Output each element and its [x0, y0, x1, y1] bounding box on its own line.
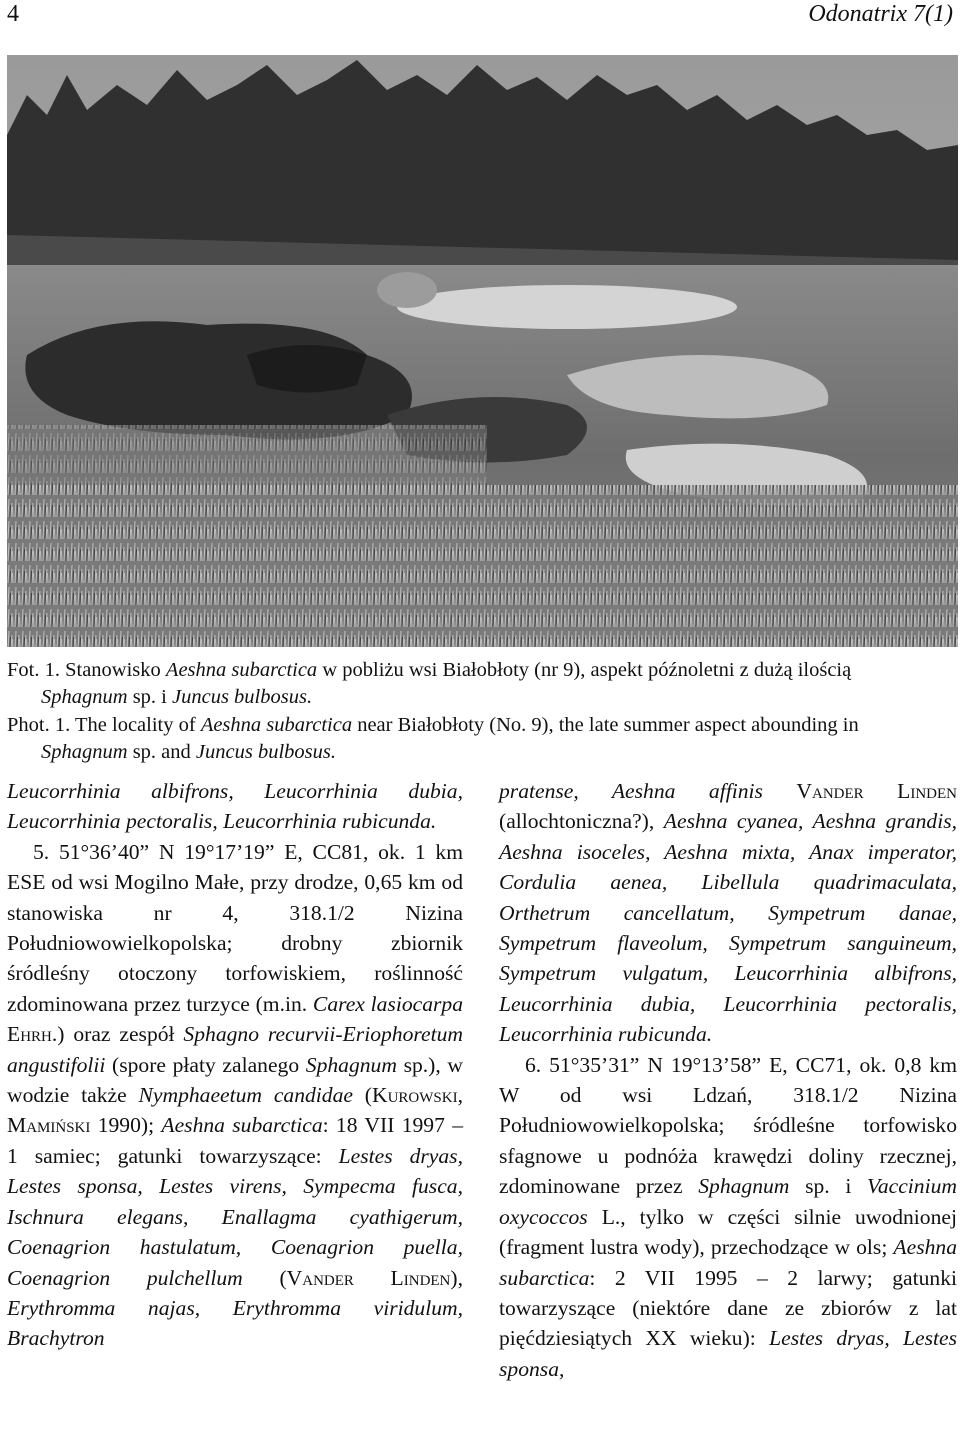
species-name: Vaccinium oxycoccos [499, 1174, 957, 1229]
journal-title: Odonatrix 7(1) [808, 1, 953, 27]
species-names: Lestes dryas, Lestes sponsa, Lestes virens, Sympecma fusca, Ischnura elegans, Enallagma cyathigerum, Coenagrion hastulatum, Coenagrion puella, Coenagrion pulchellum [7, 1143, 463, 1290]
author-names: Kurowski, Mamiński [7, 1083, 463, 1138]
locality-text: sp.), w wodzie także [7, 1052, 463, 1108]
caption-second-line [7, 739, 960, 766]
caption-text: sp. i [132, 686, 167, 708]
habitat-photo-image [7, 55, 958, 647]
species-name: Carex lasiocarpa [312, 991, 463, 1016]
genus-name: Sphagnum [305, 1052, 397, 1077]
right-column [499, 776, 957, 1384]
photo-caption-english [7, 712, 960, 766]
species-name: Aeshna subarctica [499, 1235, 957, 1290]
page-number: 4 [7, 1, 19, 27]
caption-species: Aeshna subarctica [165, 659, 318, 681]
species-names: Leucorrhinia albifrons, Leucorrhinia dubia, Leucorrhinia pectoralis, Leucorrhinia rubicunda. [7, 779, 463, 834]
locality-text: (spore płaty zalanego [112, 1052, 300, 1077]
record-text: : 2 VII 1995 – 2 larwy; gatunki towarzyszące (niektóre dane ze zbiorów z lat pięćdziesiątych XX wieku): [499, 1265, 957, 1351]
species-list-continued [499, 776, 957, 1050]
caption-genus: Sphagnum [41, 741, 128, 763]
species-names: Lestes dryas, Lestes sponsa, [499, 1326, 957, 1381]
association-name: Nymphaeetum candidae [138, 1083, 353, 1108]
caption-species: Juncus bulbosus [172, 686, 307, 708]
locality-6-paragraph [499, 1050, 957, 1384]
photo-caption-polish [7, 657, 960, 711]
habitat-photo [7, 55, 958, 647]
caption-text: The locality of [75, 714, 196, 736]
species-name: Aeshna subarctica [161, 1113, 323, 1138]
left-column [7, 776, 463, 1354]
species-names: pratense, Aeshna affinis [499, 779, 763, 803]
species-names: Erythromma najas, Erythromma viridulum, Brachytron [7, 1295, 463, 1351]
locality-text: ( [364, 1083, 372, 1108]
caption-text: near Białobłoty (No. 9), the late summer aspect abounding in [357, 714, 859, 736]
page-header [7, 0, 953, 36]
genus-name: Sphagnum [698, 1174, 790, 1199]
caption-text: w pobliżu wsi Białobłoty (nr 9), aspekt późnoletni z dużą ilością [322, 659, 852, 681]
locality-text: .) oraz zespół [51, 1022, 175, 1047]
record-text: : 18 VII 1997 – 1 samiec; gatunki towarzyszące: [7, 1113, 463, 1168]
status-note: (allochtoniczna?), [499, 809, 655, 834]
locality-text: ), [450, 1265, 463, 1290]
caption-genus: Sphagnum [41, 686, 128, 708]
locality-text: sp. i [805, 1174, 852, 1199]
author-name: Ehrh [7, 1022, 52, 1047]
species-list-continued [7, 776, 463, 837]
citation-year: 1990); [97, 1113, 155, 1138]
caption-period: . [330, 741, 336, 763]
association-name: Sphagno recurvii-Eriophoretum angustifolii [7, 1022, 463, 1077]
caption-text: Stanowisko [65, 659, 161, 681]
caption-period: . [306, 686, 313, 708]
species-names: Aeshna cyanea, Aeshna grandis, Aeshna isoceles, Aeshna mixta, Anax imperator, Cordulia aenea, Libellula quadrimaculata, Orthetrum cancellatum, Sympetrum danae, Sympetrum flaveolum, Sympetrum sanguineum, Sympetrum vulgatum, Leucorrhinia albifrons, Leucorrhinia dubia, Leucorrhinia pectoralis, Leucorrhinia rubicunda. [499, 809, 957, 1047]
locality-text: 5. 51°36’40” N 19°17’19” E, CC81, ok. 1 km ESE od wsi Mogilno Małe, przy drodze, 0,65 km od stanowiska nr 4, 318.1/2 Nizina Południowowielkopolska; drobny zbiornik śródleśny otoczony torfowiskiem, roślinność zdominowana przez turzyce (m.in. [7, 839, 463, 1016]
author-name: Vander Linden [796, 779, 957, 803]
caption-label: Fot. 1. [7, 659, 60, 681]
caption-label: Phot. 1. [7, 714, 71, 736]
caption-text: sp. and [132, 741, 191, 763]
caption-second-line [7, 684, 960, 711]
caption-species: Juncus bulbosus [195, 741, 331, 763]
locality-text: ( [279, 1265, 287, 1290]
locality-text: L., tylko w części silnie uwodnionej (fragment lustra wody), przechodzące w ols; [499, 1204, 957, 1260]
locality-5-paragraph [7, 837, 463, 1354]
caption-species: Aeshna subarctica [200, 714, 353, 736]
author-name: Vander Linden [286, 1265, 451, 1290]
locality-text: 6. 51°35’31” N 19°13’58” E, CC71, ok. 0,8 km W od wsi Ldzań, 318.1/2 Nizina Południowowielkopolska; śródleśne torfowisko sfagnowe u podnóża krawędzi doliny rzecznej, zdominowane przez [499, 1052, 957, 1199]
